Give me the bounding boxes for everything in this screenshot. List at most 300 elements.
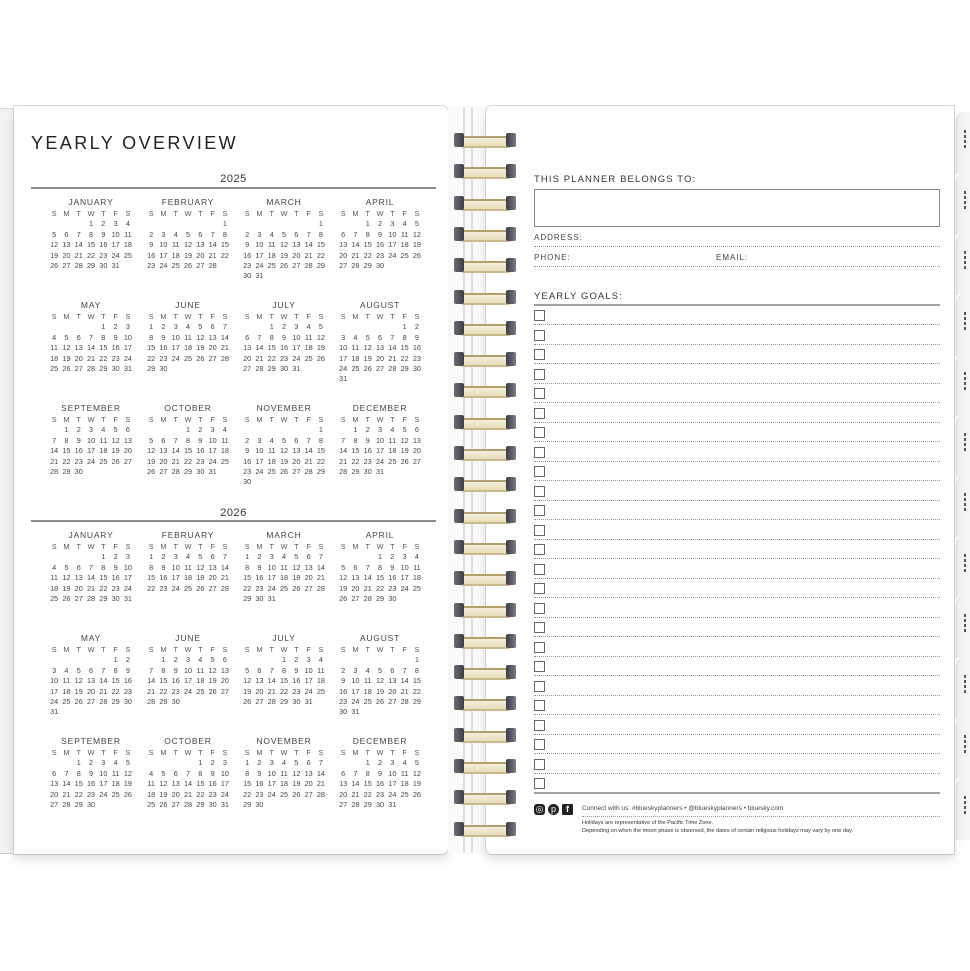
day-cell: 9 [76, 435, 81, 445]
ring-wire [460, 543, 512, 555]
day-cell: 30 [375, 799, 385, 809]
day-cell: 14 [99, 676, 108, 686]
day-cell: 28 [171, 466, 180, 476]
empty-day [349, 758, 361, 768]
month-day-grid [145, 645, 231, 707]
day-cell: 27 [220, 686, 229, 696]
empty-day [48, 219, 60, 229]
goal-checkbox[interactable] [534, 778, 545, 789]
day-cell: 8 [318, 229, 323, 239]
goal-checkbox[interactable] [534, 759, 545, 770]
goal-checkbox[interactable] [534, 564, 545, 575]
month-divider-tab[interactable] [956, 717, 970, 779]
goal-checkbox[interactable] [534, 700, 545, 711]
owner-name-field[interactable] [534, 189, 940, 227]
day-cell: 6 [76, 562, 81, 572]
goal-checkbox[interactable] [534, 583, 545, 594]
day-cell: 19 [111, 446, 120, 456]
goal-row [534, 666, 940, 685]
ring-end-right [506, 290, 516, 304]
day-cell: 10 [220, 768, 229, 778]
day-cell: 6 [294, 435, 299, 445]
tab-label [964, 130, 966, 150]
goal-row [534, 608, 940, 627]
day-cell: 9 [294, 665, 299, 675]
day-cell: 9 [257, 562, 262, 572]
day-cell: 2 [125, 655, 130, 665]
goal-checkbox[interactable] [534, 622, 545, 633]
month-name: NOVEMBER [256, 403, 312, 413]
day-cell: 22 [351, 456, 360, 466]
day-cell: 9 [89, 768, 94, 778]
day-cell: 6 [125, 425, 130, 435]
day-cell: 29 [351, 466, 360, 476]
ring-end-left [454, 383, 464, 397]
weekday-header: T [365, 748, 370, 757]
goal-line[interactable] [534, 500, 940, 501]
day-cell: 31 [208, 466, 217, 476]
day-cell: 7 [210, 229, 215, 239]
empty-day [253, 425, 265, 435]
goal-line[interactable] [534, 539, 940, 540]
tab-label [964, 493, 966, 513]
day-cell: 27 [304, 583, 313, 593]
day-cell: 5 [318, 322, 323, 332]
ring-wire [460, 418, 512, 430]
goal-line[interactable] [534, 558, 940, 559]
day-cell: 6 [210, 552, 215, 562]
empty-day [337, 219, 349, 229]
day-cell: 28 [86, 593, 96, 603]
weekday-header: W [87, 645, 95, 654]
day-cell: 9 [161, 562, 166, 572]
goal-row [534, 471, 940, 490]
day-cell: 6 [245, 332, 250, 342]
goal-line[interactable] [534, 675, 940, 676]
day-cell: 12 [363, 343, 372, 353]
goal-line[interactable] [534, 422, 940, 423]
weekday-header: T [390, 415, 395, 424]
month-name: JULY [272, 633, 296, 643]
weekday-header: S [148, 748, 154, 757]
day-cell: 24 [255, 260, 264, 270]
day-cell: 15 [183, 446, 193, 456]
month-name: AUGUST [359, 633, 401, 643]
month-divider-tab[interactable] [956, 475, 970, 537]
day-cell: 22 [99, 353, 108, 363]
day-cell: 26 [316, 353, 325, 363]
goal-line[interactable] [534, 656, 940, 657]
day-cell: 25 [183, 583, 193, 593]
weekday-header: T [365, 542, 370, 551]
weekday-header: T [390, 542, 395, 551]
day-cell: 13 [220, 665, 229, 675]
goal-line[interactable] [534, 519, 940, 520]
day-cell: 21 [50, 456, 59, 466]
day-cell: 20 [159, 456, 168, 466]
day-cell: 3 [390, 758, 395, 768]
day-cell: 7 [353, 229, 358, 239]
weekday-header: S [414, 312, 420, 321]
email-label: EMAIL: [716, 253, 749, 262]
day-cell: 1 [113, 655, 118, 665]
goal-line[interactable] [534, 578, 940, 579]
day-cell: 15 [243, 573, 252, 583]
address-line[interactable] [534, 246, 940, 247]
day-cell: 14 [86, 343, 96, 353]
ring-end-left [454, 352, 464, 366]
day-cell: 25 [220, 456, 229, 466]
day-cell: 20 [62, 250, 71, 260]
day-cell: 26 [62, 593, 71, 603]
day-cell: 31 [375, 466, 385, 476]
goal-checkbox[interactable] [534, 505, 545, 516]
month-divider-tab[interactable] [956, 415, 970, 477]
weekday-header: M [63, 312, 70, 321]
day-cell: 5 [186, 229, 191, 239]
goal-line[interactable] [534, 324, 940, 325]
goal-line[interactable] [534, 773, 940, 774]
ring-end-right [506, 603, 516, 617]
day-cell: 13 [375, 343, 385, 353]
weekday-header: M [256, 312, 263, 321]
goal-line[interactable] [534, 753, 940, 754]
day-cell: 1 [222, 219, 227, 229]
weekday-header: F [306, 542, 311, 551]
month-january-2025 [48, 197, 134, 271]
day-cell: 11 [50, 573, 58, 583]
month-june-2026 [145, 633, 231, 707]
day-cell: 22 [196, 789, 205, 799]
day-cell: 23 [111, 583, 120, 593]
day-cell: 2 [378, 758, 383, 768]
day-cell: 29 [196, 799, 205, 809]
goal-checkbox[interactable] [534, 330, 545, 341]
goal-checkbox[interactable] [534, 525, 545, 536]
day-cell: 15 [111, 676, 120, 686]
goal-row [534, 510, 940, 529]
month-july-2025 [241, 300, 327, 374]
goal-line[interactable] [534, 461, 940, 462]
day-cell: 6 [378, 332, 383, 342]
goal-line[interactable] [534, 734, 940, 735]
weekday-header: W [184, 415, 192, 424]
day-cell: 17 [50, 686, 59, 696]
empty-day [60, 219, 72, 229]
day-cell: 6 [89, 665, 94, 675]
goal-line[interactable] [534, 636, 940, 637]
empty-day [253, 322, 265, 332]
weekday-header: W [87, 312, 95, 321]
weekday-header: T [101, 542, 106, 551]
goal-checkbox[interactable] [534, 661, 545, 672]
day-cell: 23 [255, 583, 264, 593]
empty-day [337, 425, 349, 435]
day-cell: 6 [353, 562, 358, 572]
empty-day [337, 758, 349, 768]
weekday-header: S [125, 542, 131, 551]
goal-checkbox[interactable] [534, 447, 545, 458]
day-cell: 13 [74, 343, 83, 353]
day-cell: 3 [186, 655, 191, 665]
day-cell: 19 [279, 456, 289, 466]
month-divider-tab[interactable] [956, 354, 970, 416]
month-divider-tab[interactable] [956, 294, 970, 356]
month-divider-tab[interactable] [956, 778, 970, 840]
day-cell: 25 [400, 789, 409, 799]
day-cell: 23 [208, 789, 217, 799]
weekday-header: T [76, 748, 81, 757]
goal-line[interactable] [534, 480, 940, 481]
day-cell: 16 [111, 343, 120, 353]
day-cell: 1 [365, 219, 370, 229]
day-cell: 23 [147, 260, 156, 270]
weekday-header: F [210, 645, 215, 654]
day-cell: 9 [378, 768, 383, 778]
month-day-grid [337, 645, 423, 718]
day-cell: 4 [282, 552, 287, 562]
day-cell: 30 [412, 363, 421, 373]
holiday-note-2: Depending on when the moon phase is observed, the dates of certain religious holidays may vary by one day. [582, 828, 854, 834]
weekday-header: M [63, 209, 70, 218]
day-cell: 22 [243, 583, 252, 593]
day-cell: 10 [375, 435, 385, 445]
day-cell: 17 [304, 676, 313, 686]
goal-line[interactable] [534, 383, 940, 384]
goal-line[interactable] [534, 617, 940, 618]
goal-line[interactable] [534, 344, 940, 345]
day-cell: 20 [171, 789, 180, 799]
day-cell: 8 [353, 435, 358, 445]
ring-wire [460, 293, 512, 305]
day-cell: 9 [390, 562, 395, 572]
day-cell: 11 [267, 446, 276, 456]
day-cell: 1 [149, 322, 154, 332]
day-cell: 12 [208, 665, 217, 675]
weekday-header: W [376, 415, 384, 424]
month-divider-tab[interactable] [956, 233, 970, 295]
month-name: JULY [272, 300, 296, 310]
weekday-header: T [269, 209, 274, 218]
month-divider-tab[interactable] [956, 112, 970, 174]
day-cell: 28 [351, 260, 360, 270]
day-cell: 20 [208, 343, 217, 353]
day-cell: 14 [316, 562, 325, 572]
day-cell: 25 [62, 696, 71, 706]
ring-end-right [506, 133, 516, 147]
day-cell: 12 [50, 240, 59, 250]
day-cell: 9 [125, 665, 130, 675]
goal-checkbox[interactable] [534, 349, 545, 360]
empty-day [302, 219, 314, 229]
weekday-header: T [173, 209, 178, 218]
ring-end-left [454, 321, 464, 335]
empty-day [60, 758, 72, 768]
day-cell: 15 [351, 446, 360, 456]
day-cell: 7 [390, 332, 395, 342]
ring-end-right [506, 822, 516, 836]
day-cell: 28 [267, 696, 276, 706]
facebook-icon[interactable]: f [562, 804, 573, 815]
day-cell: 1 [161, 655, 166, 665]
day-cell: 24 [86, 456, 96, 466]
month-name: APRIL [365, 530, 395, 540]
day-cell: 5 [282, 435, 287, 445]
month-october-2025 [145, 403, 231, 477]
day-cell: 2 [414, 322, 419, 332]
day-cell: 3 [402, 552, 407, 562]
day-cell: 13 [171, 779, 180, 789]
belongs-to-label: THIS PLANNER BELONGS TO: [534, 174, 697, 185]
goal-checkbox[interactable] [534, 427, 545, 438]
goal-checkbox[interactable] [534, 603, 545, 614]
day-cell: 17 [171, 573, 180, 583]
weekday-header: T [294, 748, 299, 757]
day-cell: 27 [159, 466, 168, 476]
yearly-goals-label: YEARLY GOALS: [534, 291, 623, 302]
weekday-header: T [390, 748, 395, 757]
day-cell: 21 [400, 686, 409, 696]
day-cell: 27 [304, 789, 313, 799]
day-cell: 8 [101, 562, 106, 572]
goal-checkbox[interactable] [534, 720, 545, 731]
day-cell: 13 [208, 562, 217, 572]
day-cell: 20 [412, 446, 421, 456]
month-divider-tab[interactable] [956, 657, 970, 719]
day-cell: 15 [267, 343, 276, 353]
empty-day [349, 655, 361, 665]
day-cell: 8 [365, 768, 370, 778]
goal-checkbox[interactable] [534, 388, 545, 399]
goal-checkbox[interactable] [534, 408, 545, 419]
month-divider-tab[interactable] [956, 536, 970, 598]
weekday-header: W [87, 748, 95, 757]
day-cell: 9 [378, 229, 383, 239]
phone-email-line[interactable] [534, 266, 940, 267]
day-cell: 13 [123, 435, 132, 445]
day-cell: 28 [220, 353, 229, 363]
day-cell: 30 [243, 477, 252, 487]
day-cell: 25 [400, 250, 409, 260]
day-cell: 26 [183, 260, 193, 270]
day-cell: 27 [388, 696, 397, 706]
day-cell: 1 [101, 322, 106, 332]
weekday-header: M [160, 415, 167, 424]
day-cell: 9 [245, 240, 250, 250]
day-cell: 18 [316, 676, 325, 686]
weekday-header: S [244, 312, 250, 321]
goal-line[interactable] [534, 441, 940, 442]
day-cell: 22 [363, 250, 372, 260]
day-cell: 7 [318, 552, 323, 562]
month-september-2026 [48, 736, 134, 810]
weekday-header: S [340, 312, 346, 321]
weekday-header: M [352, 542, 359, 551]
day-cell: 14 [208, 240, 217, 250]
goal-checkbox[interactable] [534, 642, 545, 653]
spiral-ring [452, 634, 518, 648]
day-cell: 28 [316, 583, 325, 593]
goal-checkbox[interactable] [534, 544, 545, 555]
weekday-header: M [160, 209, 167, 218]
month-name: MARCH [266, 197, 302, 207]
goal-checkbox[interactable] [534, 369, 545, 380]
empty-day [241, 425, 253, 435]
day-cell: 12 [339, 573, 348, 583]
goal-line[interactable] [534, 402, 940, 403]
spiral-ring [452, 790, 518, 804]
day-cell: 24 [111, 250, 120, 260]
goal-line[interactable] [534, 363, 940, 364]
day-cell: 8 [318, 435, 323, 445]
empty-day [157, 425, 169, 435]
day-cell: 27 [255, 696, 264, 706]
day-cell: 14 [220, 562, 229, 572]
empty-day [48, 655, 60, 665]
weekday-header: S [318, 209, 324, 218]
spiral-ring [452, 540, 518, 554]
day-cell: 30 [363, 466, 372, 476]
spiral-ring [452, 759, 518, 773]
day-cell: 11 [111, 768, 120, 778]
goal-checkbox[interactable] [534, 739, 545, 750]
day-cell: 30 [111, 363, 120, 373]
goal-line[interactable] [534, 597, 940, 598]
weekday-header: F [402, 542, 407, 551]
weekday-header: T [173, 542, 178, 551]
day-cell: 15 [99, 343, 108, 353]
goal-line[interactable] [534, 695, 940, 696]
spiral-ring [452, 321, 518, 335]
empty-day [362, 322, 374, 332]
month-february-2026 [145, 530, 231, 594]
ring-end-left [454, 164, 464, 178]
empty-day [253, 219, 265, 229]
ring-wire [460, 480, 512, 492]
day-cell: 26 [412, 789, 421, 799]
day-cell: 19 [62, 583, 71, 593]
weekday-header: W [184, 542, 192, 551]
day-cell: 5 [341, 562, 346, 572]
pinterest-icon[interactable]: p [548, 804, 559, 815]
weekday-header: T [76, 645, 81, 654]
day-cell: 5 [294, 758, 299, 768]
day-cell: 22 [279, 686, 289, 696]
empty-day [253, 655, 265, 665]
ring-wire [460, 136, 512, 148]
empty-day [349, 322, 361, 332]
goal-checkbox[interactable] [534, 310, 545, 321]
month-divider-tab[interactable] [956, 596, 970, 658]
day-cell: 11 [267, 240, 276, 250]
day-cell: 6 [173, 768, 178, 778]
day-cell: 29 [62, 466, 71, 476]
goal-checkbox[interactable] [534, 681, 545, 692]
goals-rule-top [534, 304, 940, 306]
goal-line[interactable] [534, 714, 940, 715]
goal-checkbox[interactable] [534, 486, 545, 497]
day-cell: 3 [257, 229, 262, 239]
day-cell: 11 [196, 665, 205, 675]
day-cell: 8 [402, 332, 407, 342]
day-cell: 5 [52, 229, 57, 239]
day-cell: 7 [149, 665, 154, 675]
day-cell: 3 [173, 552, 178, 562]
day-cell: 27 [412, 456, 421, 466]
month-divider-tab[interactable] [956, 173, 970, 235]
instagram-icon[interactable]: ◎ [535, 804, 544, 814]
goal-checkbox[interactable] [534, 466, 545, 477]
